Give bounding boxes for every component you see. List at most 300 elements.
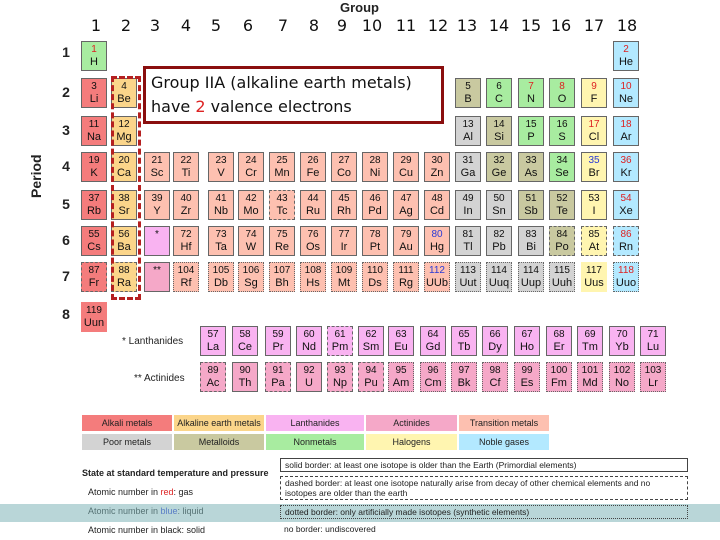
element-symbol: Cd (429, 205, 445, 217)
element-cell (518, 226, 544, 256)
atomic-number: 32 (493, 155, 505, 166)
period-number: 4 (62, 158, 70, 174)
atomic-number: 102 (613, 365, 631, 376)
atomic-number: 21 (151, 155, 163, 166)
element-cell (581, 262, 607, 292)
element-cell (331, 262, 357, 292)
element-cell (265, 326, 291, 356)
atomic-number: 107 (273, 265, 291, 276)
group-title: Group (340, 0, 379, 15)
atomic-number: 41 (215, 193, 227, 204)
element-symbol: At (588, 241, 600, 253)
element-cell (173, 152, 199, 182)
legend-item: Actinides (366, 415, 457, 431)
element-symbol: Al (463, 131, 473, 143)
element-cell (327, 362, 353, 392)
element-cell (424, 262, 450, 292)
period-number: 2 (62, 84, 70, 100)
element-symbol: Bk (457, 377, 471, 389)
element-cell (613, 41, 639, 71)
element-cell (358, 326, 384, 356)
element-symbol: Hg (429, 241, 445, 253)
border-dashed-note: dashed border: at least one isotope naturally arise from decay of other chemical elements and no isotopes are older than the earth (280, 476, 688, 500)
atomic-number: 27 (338, 155, 350, 166)
callout-number: 2 (195, 97, 206, 116)
atomic-number: 118 (618, 265, 634, 276)
element-cell (296, 326, 322, 356)
element-symbol: Gd (425, 341, 441, 353)
element-symbol: Hs (306, 277, 320, 289)
element-cell (455, 116, 481, 146)
atomic-number: 74 (245, 229, 257, 240)
atomic-number: 98 (489, 365, 501, 376)
atomic-number: 77 (338, 229, 350, 240)
element-symbol: Ce (237, 341, 253, 353)
element-symbol: Li (89, 93, 99, 105)
element-symbol: He (618, 56, 634, 68)
atomic-number: 51 (525, 193, 537, 204)
atomic-number: 85 (588, 229, 600, 240)
atomic-number: ** (153, 265, 161, 276)
element-symbol: Eu (394, 341, 408, 353)
element-symbol: Xe (619, 205, 633, 217)
element-cell (300, 262, 326, 292)
element-cell (81, 226, 107, 256)
state-gas (88, 487, 193, 497)
element-symbol: As (524, 167, 538, 179)
element-symbol: Es (520, 377, 534, 389)
element-cell (486, 262, 512, 292)
element-cell (613, 116, 639, 146)
group-number: 5 (210, 16, 222, 35)
atomic-number: 3 (91, 81, 97, 92)
border-solid-note: solid border: at least one isotope is older than the Earth (Primordial elements) (280, 458, 688, 472)
element-symbol: Ag (399, 205, 413, 217)
legend-item: Halogens (366, 434, 457, 450)
period-axis-label: Period (28, 154, 44, 198)
atomic-number: 42 (245, 193, 257, 204)
legend-item: Alkaline earth metals (174, 415, 264, 431)
atomic-number: 112 (429, 265, 445, 276)
atomic-number: * (155, 229, 159, 240)
atomic-number: 5 (465, 81, 471, 92)
element-symbol: Sb (524, 205, 538, 217)
element-cell (200, 326, 226, 356)
element-cell (420, 362, 446, 392)
atomic-number: 96 (427, 365, 439, 376)
atomic-number: 11 (88, 119, 100, 130)
atomic-number: 84 (556, 229, 568, 240)
element-symbol: P (527, 131, 535, 143)
atomic-number: 88 (118, 265, 130, 276)
element-cell (358, 362, 384, 392)
lanthanides-label: * Lanthanides (122, 336, 184, 347)
element-symbol: Uuq (488, 277, 510, 289)
atomic-number: 63 (395, 329, 407, 340)
element-cell (613, 262, 639, 292)
element-symbol: Uut (459, 277, 477, 289)
atomic-number: 81 (462, 229, 474, 240)
element-cell (269, 262, 295, 292)
atomic-number: 55 (88, 229, 100, 240)
group-number: 6 (242, 16, 254, 35)
element-symbol: Tb (457, 341, 471, 353)
element-cell (420, 326, 446, 356)
element-symbol: Si (494, 131, 504, 143)
element-symbol: Ta (215, 241, 227, 253)
element-symbol: Lu (646, 341, 660, 353)
element-symbol: Pb (492, 241, 506, 253)
element-cell (269, 152, 295, 182)
atomic-number: 72 (180, 229, 192, 240)
element-symbol: Na (86, 131, 102, 143)
element-cell (173, 226, 199, 256)
element-cell (81, 152, 107, 182)
element-cell (393, 190, 419, 220)
atomic-number: 58 (239, 329, 251, 340)
element-symbol: Yb (615, 341, 629, 353)
element-symbol: Ni (369, 167, 381, 179)
element-symbol: Ar (620, 131, 632, 143)
atomic-number: 16 (556, 119, 568, 130)
element-symbol: Ds (368, 277, 382, 289)
element-cell (482, 326, 508, 356)
atomic-number: 2 (623, 44, 629, 55)
atomic-number: 23 (215, 155, 227, 166)
element-cell (424, 190, 450, 220)
atomic-number: 38 (118, 193, 130, 204)
element-cell (549, 116, 575, 146)
element-symbol: Hf (180, 241, 192, 253)
element-cell (640, 362, 666, 392)
element-symbol: Fr (88, 277, 100, 289)
element-symbol: S (558, 131, 566, 143)
element-cell (482, 362, 508, 392)
atomic-number: 40 (180, 193, 192, 204)
atomic-number: 110 (367, 265, 383, 276)
element-cell (362, 262, 388, 292)
element-cell (269, 190, 295, 220)
element-symbol: C (495, 93, 503, 105)
element-cell (518, 78, 544, 108)
atomic-number: 18 (620, 119, 632, 130)
element-symbol: Uup (520, 277, 542, 289)
atomic-number: 97 (458, 365, 470, 376)
atomic-number: 73 (215, 229, 227, 240)
element-cell (514, 362, 540, 392)
element-symbol: Ra (116, 277, 132, 289)
element-cell (327, 326, 353, 356)
atomic-number: 6 (496, 81, 502, 92)
element-cell (81, 116, 107, 146)
group-number: 3 (149, 16, 161, 35)
atomic-number: 53 (588, 193, 600, 204)
element-cell (81, 262, 107, 292)
border-none-note: no border: undiscovered (284, 524, 376, 534)
element-symbol: Cs (87, 241, 101, 253)
element-symbol: Y (153, 205, 161, 217)
atomic-number: 104 (177, 265, 195, 276)
atomic-number: 43 (276, 193, 288, 204)
element-symbol: B (464, 93, 472, 105)
element-symbol: Br (588, 167, 600, 179)
atomic-number: 86 (620, 229, 632, 240)
group-number: 8 (308, 16, 320, 35)
element-cell (173, 262, 199, 292)
atomic-number: 108 (304, 265, 322, 276)
element-symbol: Rb (86, 205, 102, 217)
atomic-number: 25 (276, 155, 288, 166)
atomic-number: 64 (427, 329, 439, 340)
element-symbol: Nb (213, 205, 229, 217)
element-symbol: U (305, 377, 313, 389)
element-cell (577, 326, 603, 356)
element-cell (200, 362, 226, 392)
element-cell (518, 116, 544, 146)
atomic-number: 87 (88, 265, 100, 276)
atomic-number: 69 (584, 329, 596, 340)
element-symbol: Pu (364, 377, 378, 389)
element-symbol: Sg (244, 277, 258, 289)
period-number: 7 (62, 268, 70, 284)
element-symbol: Ne (618, 93, 634, 105)
element-symbol: Rg (398, 277, 414, 289)
callout-pre: have (151, 97, 196, 116)
element-symbol: Pa (271, 377, 285, 389)
element-symbol: Uus (584, 277, 604, 289)
element-cell (296, 362, 322, 392)
element-symbol: Rn (618, 241, 634, 253)
period-number: 5 (62, 196, 70, 212)
element-cell (546, 326, 572, 356)
atomic-number: 30 (431, 155, 443, 166)
element-symbol: Kr (620, 167, 632, 179)
element-cell (81, 78, 107, 108)
atomic-number: 100 (550, 365, 568, 376)
atomic-number: 62 (365, 329, 377, 340)
atomic-number: 92 (303, 365, 315, 376)
element-cell (581, 152, 607, 182)
element-symbol: Tc (276, 205, 288, 217)
atomic-number: 12 (118, 119, 130, 130)
atomic-number: 83 (525, 229, 537, 240)
group-number: 13 (456, 16, 478, 35)
element-cell (577, 362, 603, 392)
atomic-number: 91 (272, 365, 284, 376)
atomic-number: 106 (242, 265, 260, 276)
atomic-number: 20 (118, 155, 130, 166)
atomic-number: 82 (493, 229, 505, 240)
callout-line-1: Group IIA (alkaline earth metals) (151, 73, 412, 92)
atomic-number: 54 (620, 193, 632, 204)
atomic-number: 37 (88, 193, 100, 204)
element-symbol: Fe (306, 167, 320, 179)
element-cell (208, 262, 234, 292)
group-number: 16 (550, 16, 572, 35)
element-symbol: Pm (331, 341, 349, 353)
element-symbol: K (90, 167, 98, 179)
atomic-number: 78 (369, 229, 381, 240)
element-cell (393, 152, 419, 182)
element-cell (581, 226, 607, 256)
element-cell (640, 326, 666, 356)
atomic-number: 49 (462, 193, 474, 204)
group-number: 18 (616, 16, 638, 35)
atomic-number: 68 (553, 329, 565, 340)
group-2-highlight-box (111, 76, 141, 300)
element-symbol: Th (238, 377, 252, 389)
element-symbol: La (206, 341, 220, 353)
border-dotted-note: dotted border: only artificially made isotopes (synthetic elements) (280, 505, 688, 519)
state-solid: Atomic number in black: solid (88, 525, 206, 535)
element-cell (232, 362, 258, 392)
element-cell (455, 152, 481, 182)
atomic-number: 46 (369, 193, 381, 204)
state-gas-pre: Atomic number in (88, 487, 161, 497)
atomic-number: 119 (86, 305, 102, 316)
element-symbol: Ho (519, 341, 535, 353)
element-cell (518, 152, 544, 182)
atomic-number: 75 (276, 229, 288, 240)
atomic-number: 22 (180, 155, 192, 166)
element-symbol: Tm (582, 341, 598, 353)
state-gas-post: : gas (173, 487, 194, 497)
element-symbol: UUb (425, 277, 448, 289)
element-symbol: Zn (430, 167, 444, 179)
atomic-number: 4 (121, 81, 127, 92)
atomic-number: 28 (369, 155, 381, 166)
element-symbol: Ge (491, 167, 507, 179)
atomic-number: 59 (272, 329, 284, 340)
atomic-number: 61 (334, 329, 346, 340)
element-symbol: Be (117, 93, 131, 105)
element-cell (388, 362, 414, 392)
element-symbol: In (463, 205, 473, 217)
atomic-number: 94 (365, 365, 377, 376)
element-symbol: I (592, 205, 596, 217)
atomic-number: 111 (398, 265, 414, 276)
atomic-number: 114 (491, 265, 507, 276)
period-number: 1 (62, 44, 70, 60)
atomic-number: 35 (588, 155, 600, 166)
element-cell (331, 226, 357, 256)
element-cell (549, 152, 575, 182)
atomic-number: 8 (559, 81, 565, 92)
element-symbol: Sc (150, 167, 164, 179)
atomic-number: 24 (245, 155, 257, 166)
element-symbol: Cf (489, 377, 501, 389)
element-symbol: Sr (118, 205, 130, 217)
callout-line-2 (151, 95, 436, 119)
element-cell (486, 116, 512, 146)
element-cell (81, 190, 107, 220)
atomic-number: 101 (581, 365, 599, 376)
element-symbol: Ir (340, 241, 348, 253)
element-symbol: F (590, 93, 598, 105)
atomic-number: 33 (525, 155, 537, 166)
element-symbol: N (527, 93, 535, 105)
element-cell (173, 190, 199, 220)
period-number: 3 (62, 122, 70, 138)
atomic-number: 71 (647, 329, 659, 340)
element-symbol: Bi (526, 241, 536, 253)
atomic-number: 52 (556, 193, 568, 204)
element-symbol: V (217, 167, 225, 179)
group-number: 10 (361, 16, 383, 35)
element-symbol: O (557, 93, 567, 105)
element-cell (269, 226, 295, 256)
period-number: 8 (62, 306, 70, 322)
element-symbol: Te (556, 205, 568, 217)
alkaline-earth-callout (143, 66, 444, 124)
element-symbol: Am (392, 377, 410, 389)
element-symbol: Md (582, 377, 598, 389)
atomic-number: 66 (489, 329, 501, 340)
element-symbol: Mo (243, 205, 259, 217)
element-symbol: Pd (368, 205, 382, 217)
element-symbol: Ac (206, 377, 220, 389)
element-cell (518, 190, 544, 220)
element-cell (486, 190, 512, 220)
atomic-number: 15 (525, 119, 537, 130)
element-cell (144, 226, 170, 256)
element-symbol: Cr (245, 167, 257, 179)
element-cell (581, 190, 607, 220)
atomic-number: 44 (307, 193, 319, 204)
atomic-number: 34 (556, 155, 568, 166)
element-cell (331, 152, 357, 182)
group-number: 15 (520, 16, 542, 35)
element-cell (362, 190, 388, 220)
atomic-number: 26 (307, 155, 319, 166)
element-symbol: Np (332, 377, 348, 389)
legend-item: Poor metals (82, 434, 172, 450)
element-cell (238, 262, 264, 292)
state-title: State at standard temperature and pressure (82, 468, 269, 478)
state-gas-word: red (160, 487, 174, 497)
element-cell (581, 116, 607, 146)
atomic-number: 105 (212, 265, 230, 276)
element-cell (232, 326, 258, 356)
atomic-number: 56 (118, 229, 130, 240)
element-cell (514, 326, 540, 356)
atomic-number: 17 (588, 119, 600, 130)
element-symbol: Lr (648, 377, 658, 389)
atomic-number: 19 (88, 155, 100, 166)
element-symbol: Pr (272, 341, 284, 353)
atomic-number: 67 (521, 329, 533, 340)
group-number: 14 (488, 16, 510, 35)
atomic-number: 48 (431, 193, 443, 204)
element-cell (208, 226, 234, 256)
element-cell (613, 152, 639, 182)
element-symbol: Cl (588, 131, 600, 143)
element-cell (362, 152, 388, 182)
atomic-number: 9 (591, 81, 597, 92)
element-cell (549, 78, 575, 108)
element-symbol: W (245, 241, 257, 253)
atomic-number: 103 (644, 365, 662, 376)
atomic-number: 29 (400, 155, 412, 166)
element-cell (208, 190, 234, 220)
atomic-number: 1 (91, 44, 97, 55)
element-cell (388, 326, 414, 356)
element-cell (451, 362, 477, 392)
atomic-number: 60 (303, 329, 315, 340)
atomic-number: 10 (620, 81, 632, 92)
legend-item: Transition metals (459, 415, 549, 431)
element-symbol: Bh (275, 277, 289, 289)
